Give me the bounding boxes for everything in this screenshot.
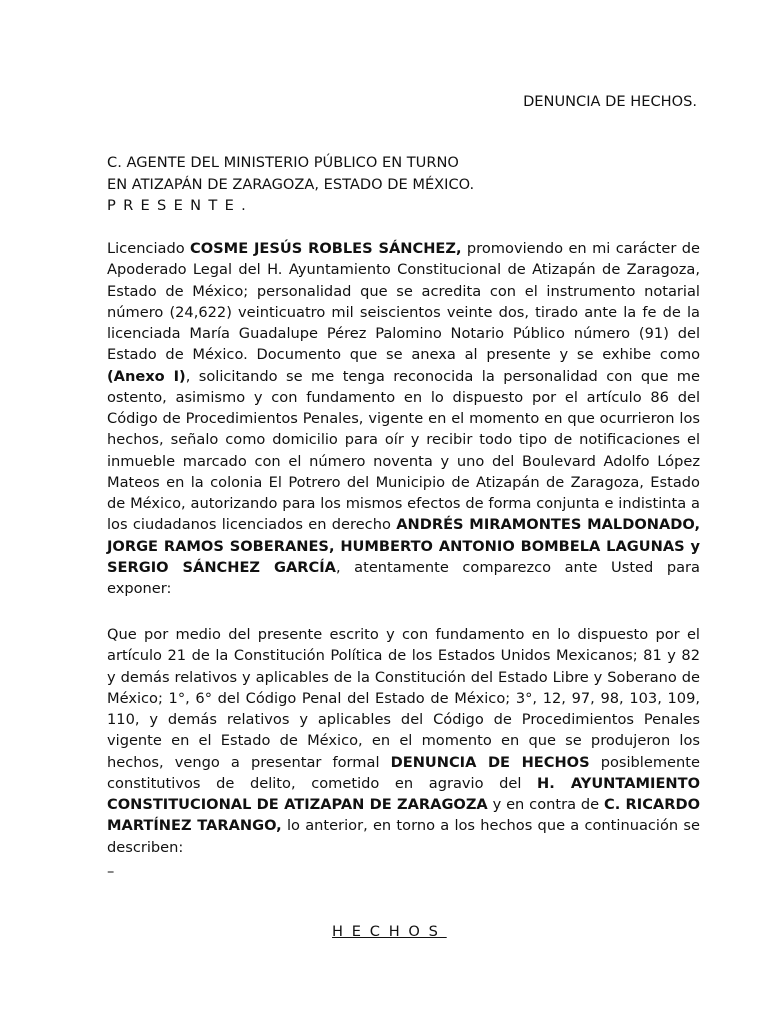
p2-bold-denuncia: DENUNCIA DE HECHOS [390,753,590,771]
p2-text-4: lo anterior, en torno a los hechos que a continuación se describen: [107,817,700,856]
p2-text-1: Que por medio del presente escrito y con fundamento en lo dispuesto por el artículo 21 de la Constitución Política de los Estados Unidos Mexicanos; 81 y 82 y demás relativos y aplicables de la Constitución del Estado Libre y Soberano de México; 1°, 6° del Código Penal del Estado de México; 3°, 12, 97, 98, 103, 109, 110, y demás relativos y aplicables del Código de Procedimientos Penales vigente en el Estado de México, en el momento en que se produjeron los hechos, vengo a presentar formal [107,626,700,771]
p2-text-2: posiblemente constitutivos de delito, cometido en agravio del [107,753,700,792]
p2-bold-ayuntamiento: H. AYUNTAMIENTO CONSTITUCIONAL DE ATIZAPAN DE ZARAGOZA [107,774,700,813]
section-heading-text: HECHOS [332,923,447,940]
document-title: DENUNCIA DE HECHOS. [523,93,697,110]
addressee-block [107,152,474,217]
addressee-line-1: C. AGENTE DEL MINISTERIO PÚBLICO EN TURNO [107,154,459,171]
addressee-line-2: EN ATIZAPÁN DE ZARAGOZA, ESTADO DE MÉXICO. [107,175,475,193]
p1-text-3: , solicitando se me tenga reconocida la personalidad con que me ostento, asimismo y con fundamento en lo dispuesto por el artículo 86 del Código de Procedimientos Penales, vigente en el momento en que ocurrieron los hechos, señalo como domicilio para oír y recibir todo tipo de notificaciones el inmueble marcado con el número noventa y uno del Boulevard Adolfo López Mateos en la colonia El Potrero del Municipio de Atizapán de Zaragoza, Estado de México, autorizando para los mismos efectos de forma conjunta e indistinta a los ciudadanos licenciados en derecho [107,367,701,534]
p1-text-2: promoviendo en mi carácter de Apoderado Legal del H. Ayuntamiento Constitucional de Atizapán de Zaragoza, Estado de México; personalidad que se acredita con el instrumento notarial número (24,622) veinticuatro mil seiscientos veinte dos, tirado ante la fe de la licenciada María Guadalupe Pérez Palomino Notario Público número (91) del Estado de México. Documento que se anexa al presente y se exhibe como [107,240,700,364]
p1-bold-autorizados: ANDRÉS MIRAMONTES MALDONADO, JORGE RAMOS SOBERANES, HUMBERTO ANTONIO BOMBELA LAGUNAS y SERGIO SÁNCHEZ GARCÍA [107,516,701,576]
p1-bold-promovente: COSME JESÚS ROBLES SÁNCHEZ, [190,240,462,257]
paragraph-denuncia [107,624,700,858]
p2-bold-denunciado: C. RICARDO MARTÍNEZ TARANGO, [107,796,700,835]
p1-bold-anexo: (Anexo I) [107,367,186,385]
p1-text-4: , atentamente comparezco ante Usted para exponer: [107,558,700,597]
p2-text-3: y en contra de [487,796,604,813]
dash-mark: – [107,863,115,880]
p1-text-1: Licenciado [107,240,191,257]
section-heading-hechos [0,922,768,942]
paragraph-personality [107,238,700,599]
addressee-line-presente: PRESENTE. [107,197,254,214]
